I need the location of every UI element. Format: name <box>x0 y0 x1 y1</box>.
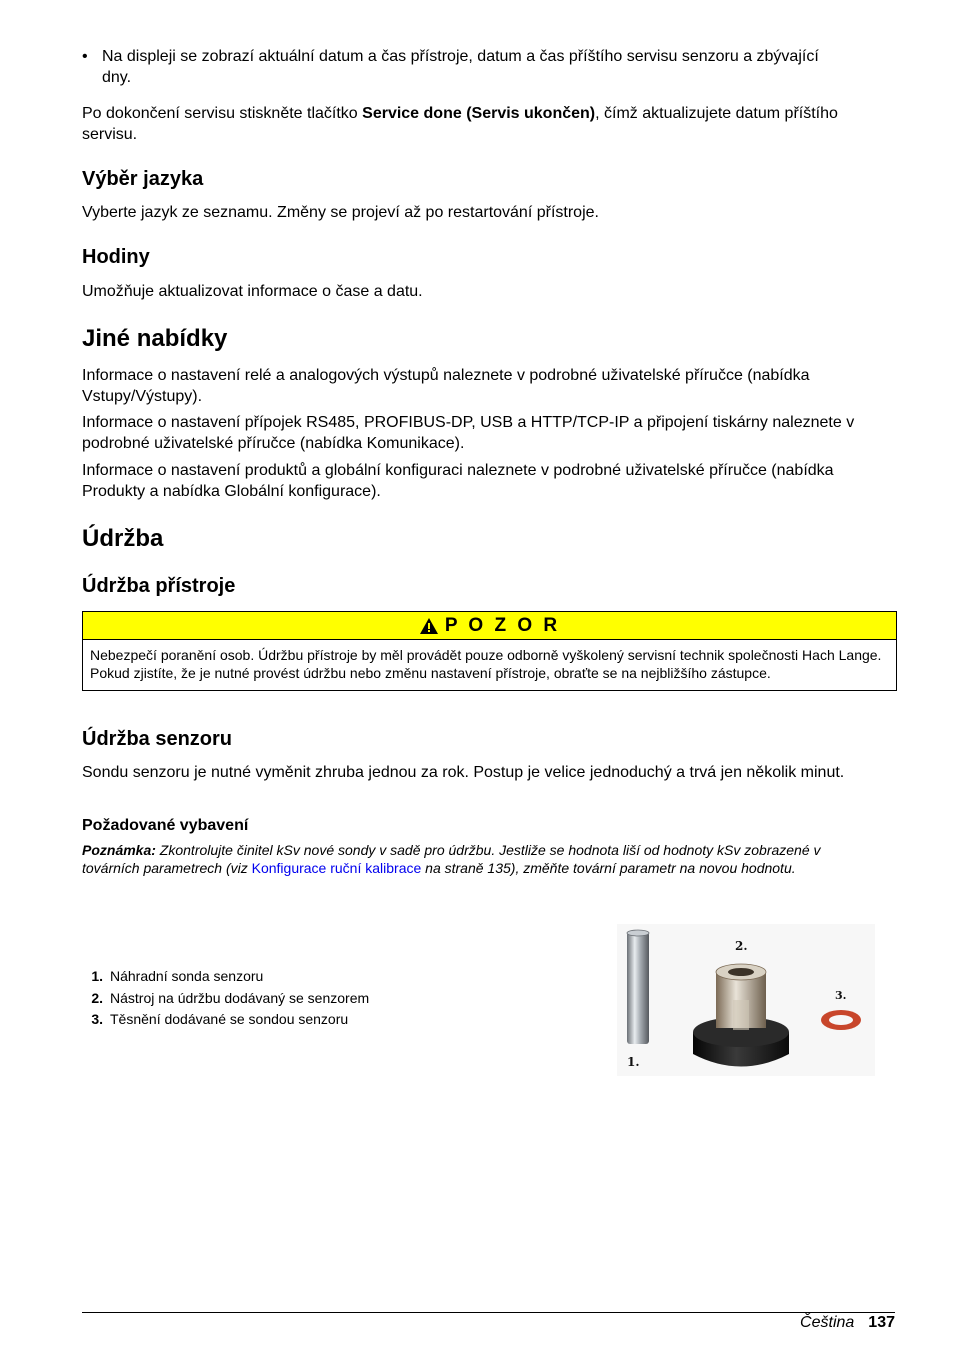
clock-text: Umožňuje aktualizovat informace o čase a datu. <box>82 283 423 300</box>
equipment-list <box>75 966 495 1031</box>
other-menus-p1: Informace o nastavení relé a analogových výstupů naleznete v podrobné uživatelské příručce (nabídka Vstupy/Výstupy). <box>82 367 810 405</box>
list-item <box>75 966 495 988</box>
page-footer <box>800 1312 895 1333</box>
sensor-probe <box>627 930 649 1044</box>
clock-heading: Hodiny <box>82 246 150 268</box>
note-label: Poznámka: <box>82 842 156 858</box>
maintenance-heading: Údržba <box>82 525 164 552</box>
list-item-text: Náhradní sonda senzoru <box>110 968 264 984</box>
sensor-maintenance-text: Sondu senzoru je nutné vyměnit zhruba jednou za rok. Postup je velice jednoduchý a trvá jen několik minut. <box>82 764 845 781</box>
bullet-marker: • <box>82 48 88 65</box>
note-text-end: na straně 135), změňte tovární parametr na novou hodnotu. <box>421 860 796 876</box>
caution-box <box>82 611 897 691</box>
service-para-start: Po dokončení servisu stiskněte tlačítko <box>82 105 363 122</box>
photo-label-1: 1. <box>627 1055 640 1069</box>
page-number: 137 <box>868 1314 895 1331</box>
photo-label-3: 3. <box>835 989 847 1002</box>
device-maintenance-heading: Údržba přístroje <box>82 575 236 597</box>
list-item <box>75 988 495 1010</box>
note-block <box>82 841 862 877</box>
equipment-photo <box>617 924 875 1076</box>
maintenance-tool <box>693 964 789 1067</box>
list-item-number: 2. <box>91 989 103 1006</box>
equipment-heading: Požadované vybavení <box>82 817 249 834</box>
language-text: Vyberte jazyk ze seznamu. Změny se projeví až po restartování přístroje. <box>82 204 599 221</box>
footer-language: Čeština <box>800 1314 855 1331</box>
caution-header <box>83 612 896 640</box>
service-para-end: , čímž aktualizujete datum příštího servisu. <box>82 105 838 143</box>
sensor-maintenance-heading: Údržba senzoru <box>82 728 233 750</box>
intro-bullet-text: Na displeji se zobrazí aktuální datum a čas přístroje, datum a čas příštího servisu senzoru a zbývající dny. <box>102 48 819 86</box>
list-item-number: 1. <box>91 968 103 984</box>
footer-divider <box>82 1312 895 1313</box>
caution-text: Nebezpečí poranění osob. Údržbu přístroje by měl provádět pouze odborně vyškolený servisní technik společnosti Hach Lange. Pokud zjistíte, že je nutné provést údržbu nebo změnu nastavení přístroje, obraťte se na nejbližšího zástupce. <box>90 647 882 681</box>
caution-title: P O Z O R <box>444 614 561 636</box>
calibration-config-link[interactable]: Konfigurace ruční kalibrace <box>251 860 422 876</box>
service-done-paragraph <box>82 104 882 145</box>
warning-triangle-icon <box>419 617 439 635</box>
photo-label-2: 2. <box>735 939 748 953</box>
service-done-button-label: Service done (Servis ukončen) <box>362 105 596 122</box>
equipment-illustration <box>617 924 875 1076</box>
list-item-text: Těsnění dodávané se sondou senzoru <box>110 1011 349 1027</box>
language-heading: Výběr jazyka <box>82 168 204 190</box>
other-menus-p3: Informace o nastavení produktů a globální konfiguraci naleznete v podrobné uživatelské příručce (nabídka Produkty a nabídka Globální konfigurace). <box>82 462 834 500</box>
note-text-start: Zkontrolujte činitel kSv nové sondy v sadě pro údržbu. Jestliže se hodnota liší od hodnoty kSv zobrazené v továrních parametrech (viz <box>82 842 821 876</box>
intro-bullet <box>82 47 842 88</box>
other-menus-heading: Jiné nabídky <box>82 325 228 352</box>
seal-ring <box>821 1010 861 1030</box>
list-item <box>75 1009 495 1031</box>
other-menus-p2: Informace o nastavení přípojek RS485, PROFIBUS-DP, USB a HTTP/TCP-IP a připojení tiskárny naleznete v podrobné uživatelské příručce (nabídka Komunikace). <box>82 414 855 452</box>
list-item-text: Nástroj na údržbu dodávaný se senzorem <box>110 989 370 1006</box>
list-item-number: 3. <box>91 1011 103 1027</box>
